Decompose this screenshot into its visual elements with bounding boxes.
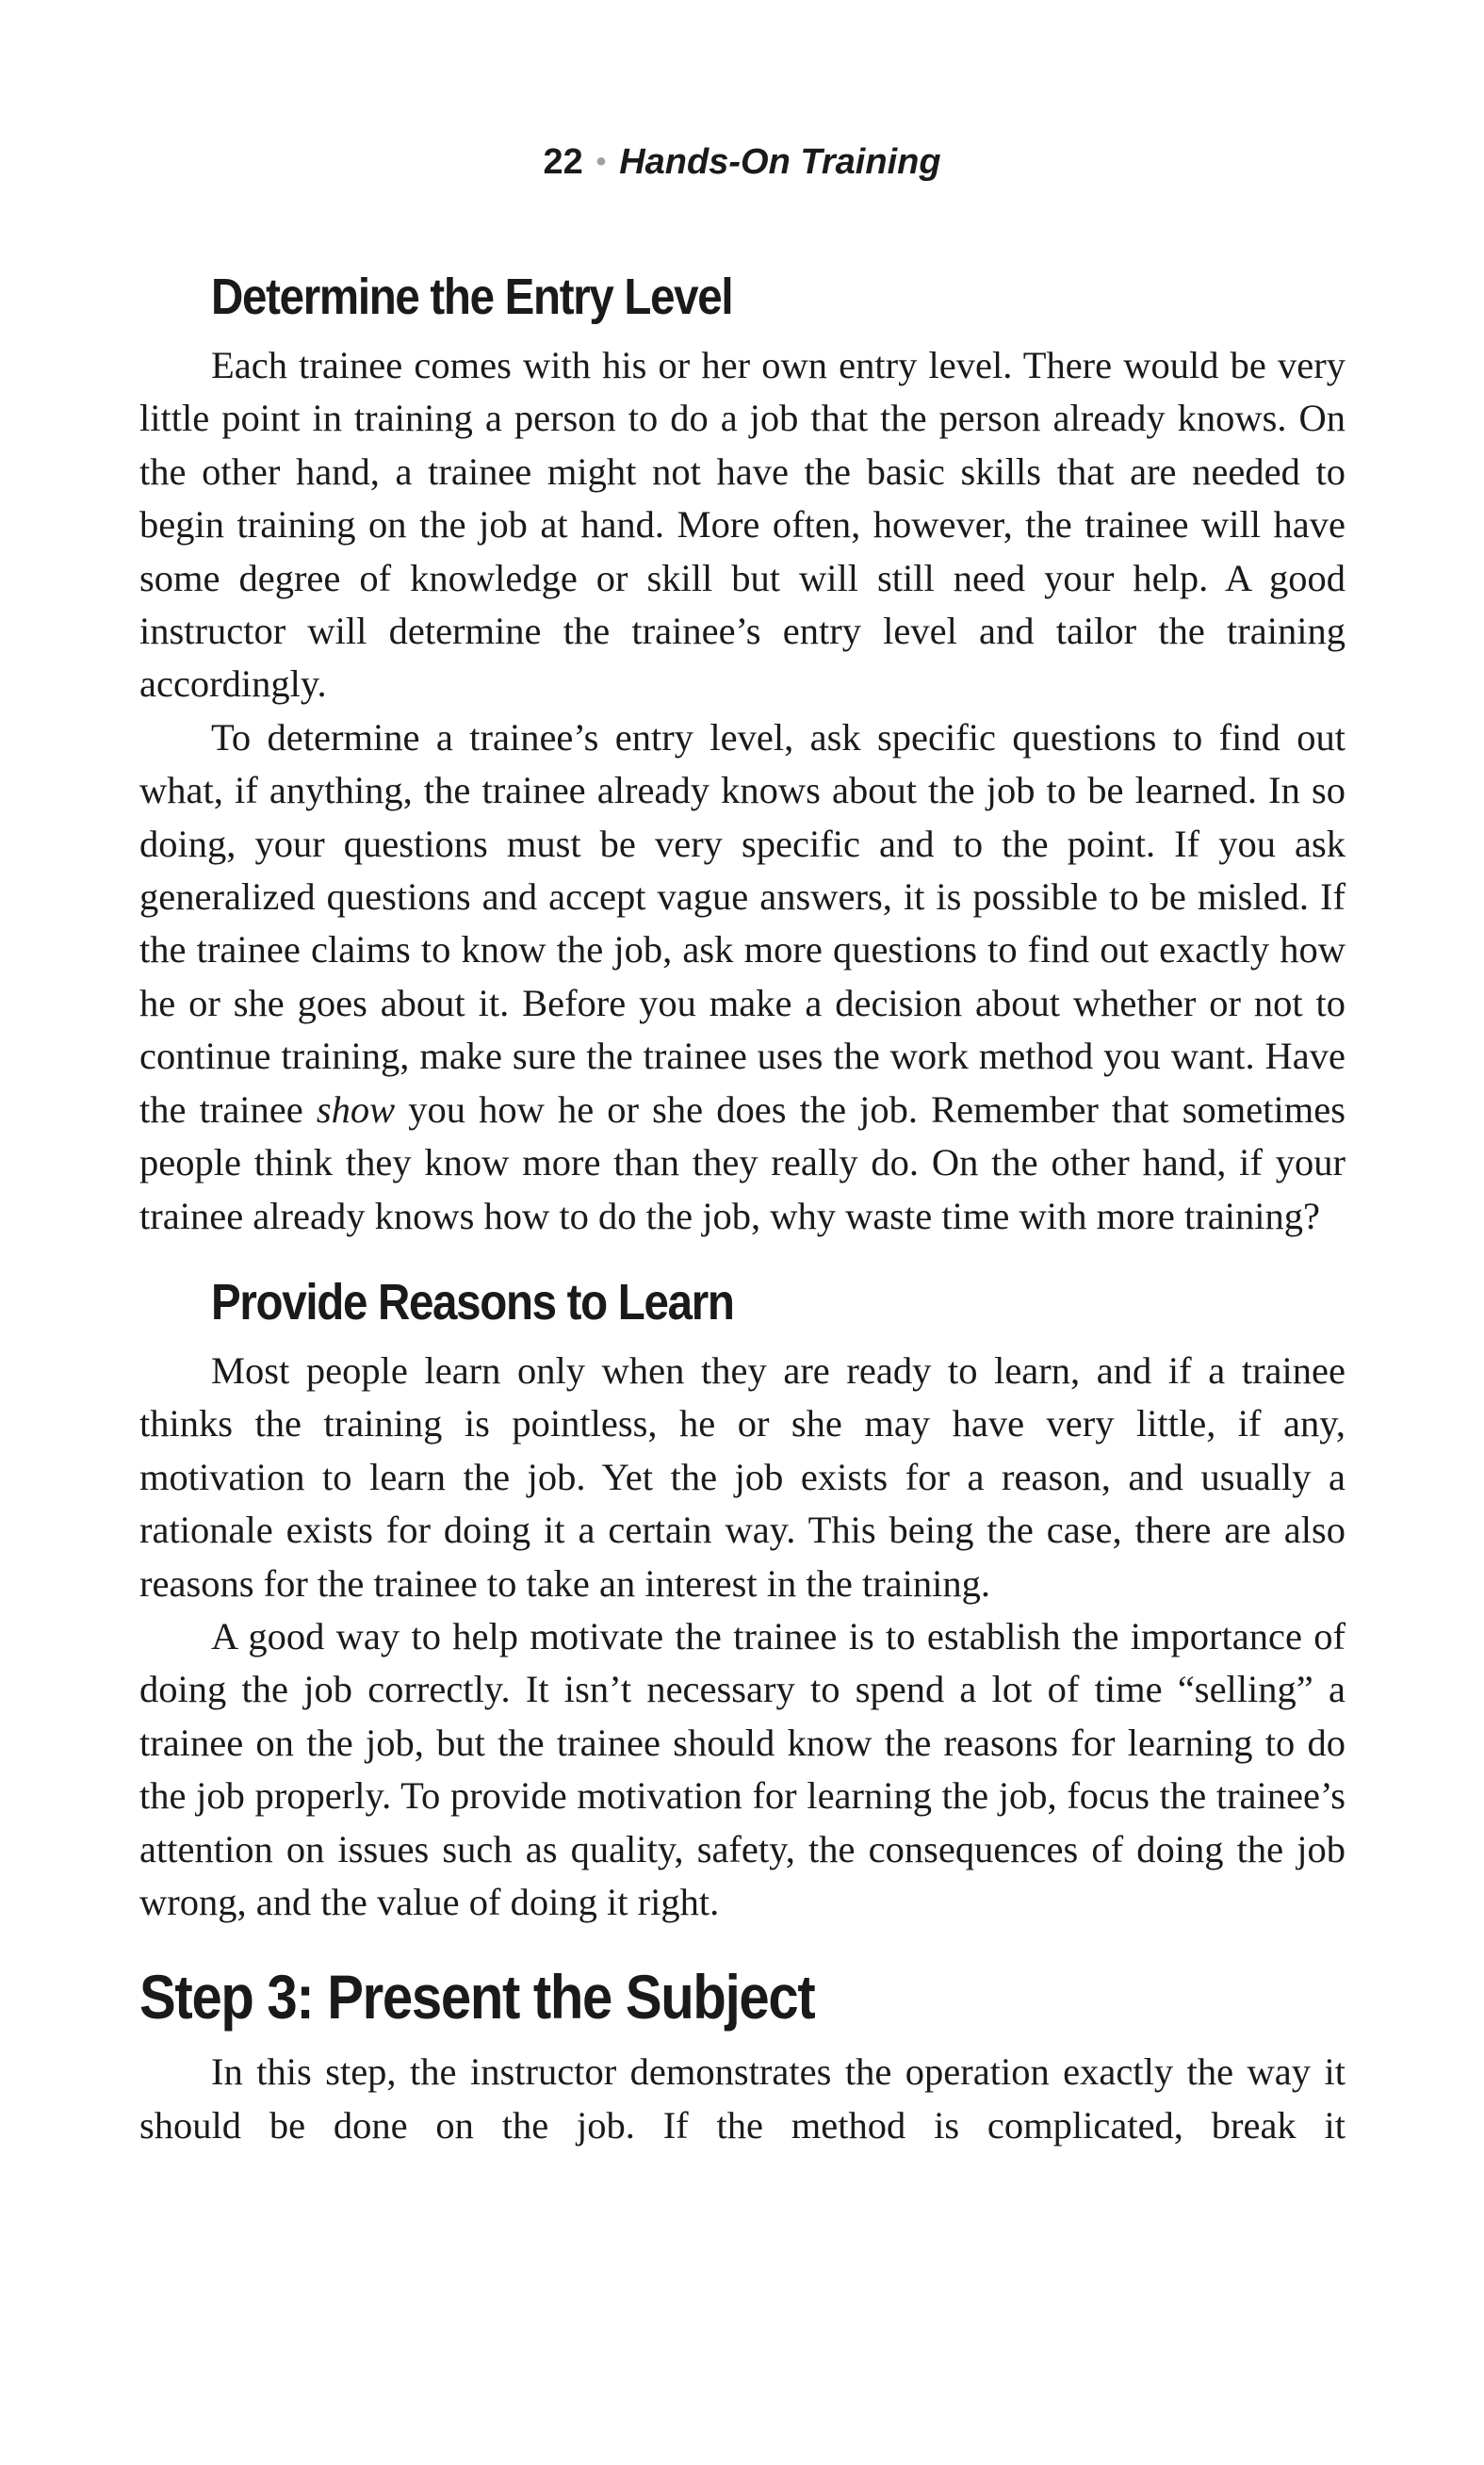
body-paragraph: Most people learn only when they are ready to learn, and if a trainee thinks the training is pointless, he or she may have very little, if any, motivation to learn the job. Yet the job exists for a reason, and usually a rationale exists for doing it a certain way. This being the case, there are also reasons for the trainee to take an interest in the training.: [139, 1348, 1345, 1605]
section-step-3: [139, 1957, 1345, 2152]
section-provide-reasons: [139, 1269, 1345, 1929]
running-head: [0, 139, 1484, 185]
separator-bullet: •: [595, 146, 607, 177]
emphasized-word: show: [316, 1087, 396, 1131]
section-heading: Provide Reasons to Learn: [211, 1273, 734, 1330]
body-paragraph: A good way to help motivate the trainee is to establish the importance of doing the job correctly. It isn’t necessary to spend a lot of time “selling” a trainee on the job, but the trainee should know the reasons for learning to do the job properly. To provide motivation for learning the job, focus the trainee’s attention on issues such as quality, safety, the consequences of doing the job wrong, and the value of doing it right.: [139, 1614, 1345, 1923]
paragraph-text: To determine a trainee’s entry level, ask specific questions to find out what, if anything, the trainee already knows about the job to be learned. In so doing, your questions must be very specific and to the point. If you ask generalized questions and accept vague answers, it is possible to be misled. If the trainee claims to know the job, ask more questions to find out exactly how he or she goes about it. Before you make a decision about whether or not to continue training, make sure the trainee uses the work method you want. Have the trainee: [139, 715, 1345, 1131]
page-body: [139, 264, 1345, 2152]
paragraph-text: you how he or she does the job. Remember that sometimes people think they know more than they really do. On the other hand, if your trainee already knows how to do the job, why waste time with more training?: [139, 1087, 1345, 1237]
body-paragraph: In this step, the instructor demonstrates the operation exactly the way it should be done on the job. If the method is complicated, break it: [139, 2050, 1345, 2147]
page-number: 22: [543, 142, 583, 182]
step-heading: Step 3: Present the Subject: [139, 1962, 815, 2032]
section-determine-entry-level: [139, 264, 1345, 1243]
body-paragraph: Each trainee comes with his or her own entry level. There would be very little point in training a person to do a job that the person already knows. On the other hand, a trainee might not have the basic skills that are needed to begin training on the job at hand. More often, however, the trainee will have some degree of knowledge or skill but will still need your help. A good instructor will determine the trainee’s entry level and tailor the training accordingly.: [139, 344, 1345, 706]
body-paragraph: [139, 711, 1345, 1243]
section-heading: Determine the Entry Level: [211, 269, 733, 325]
book-title: Hands-On Training: [619, 142, 941, 182]
